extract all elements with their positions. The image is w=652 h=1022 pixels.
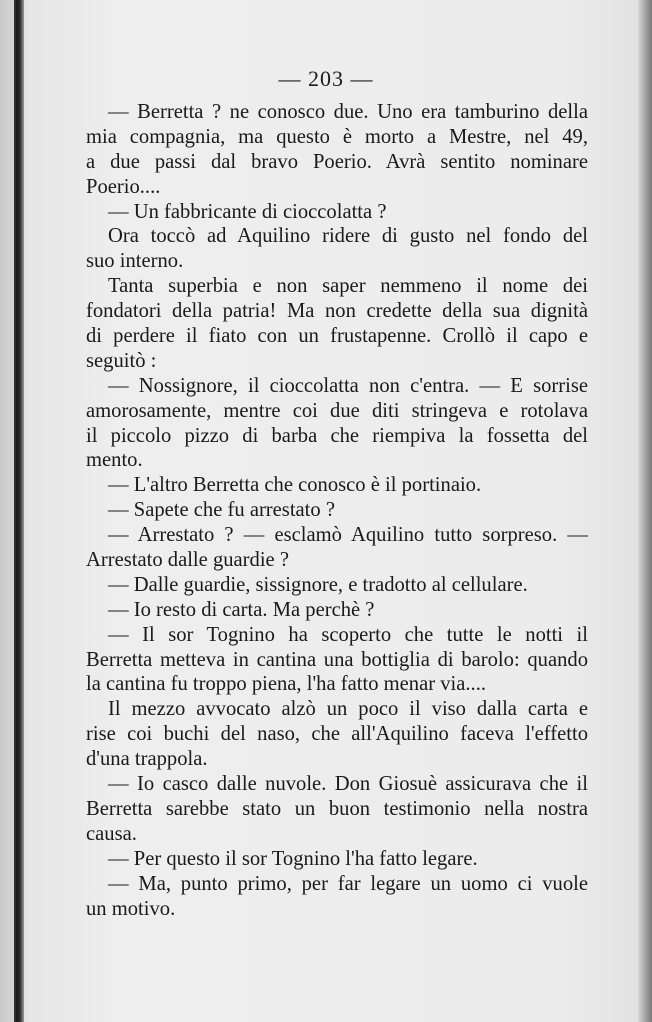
text-line: — Sapete che fu arrestato ?: [108, 499, 335, 522]
text-line: amorosamente, mentre coi due diti stringeva e rotolava: [86, 399, 588, 422]
text-line: causa.: [86, 822, 137, 845]
text-line: Il mezzo avvocato alzò un poco il viso dalla carta e: [108, 698, 588, 721]
text-line: — Un fabbricante di cioccolatta ?: [108, 200, 387, 223]
body-text: [86, 100, 588, 921]
text-line: — Berretta ? ne conosco due. Uno era tamburino della: [108, 101, 588, 123]
page-number: — 203 —: [278, 66, 374, 91]
text-line: Arrestato dalle guardie ?: [86, 549, 289, 572]
text-line: — Per questo il sor Tognino l'ha fatto legare.: [108, 847, 478, 870]
text-line: Berretta metteva in cantina una bottiglia di barolo: quando: [86, 648, 588, 671]
text-line: — Dalle guardie, sissignore, e tradotto al cellulare.: [108, 573, 528, 596]
text-line: rise coi buchi del naso, che all'Aquilino faceva l'effetto: [86, 723, 588, 746]
text-line: la cantina fu troppo piena, l'ha fatto menar via....: [86, 673, 486, 696]
text-line: il piccolo pizzo di barba che riempiva la fossetta del: [86, 424, 588, 447]
text-line: — L'altro Berretta che conosco è il portinaio.: [108, 474, 482, 497]
text-line: mento.: [86, 449, 143, 472]
text-line: di perdere il fiato con un frustapenne. Crollò il capo e: [86, 325, 588, 348]
text-line: Ora toccò ad Aquilino ridere di gusto nel fondo del: [108, 225, 588, 248]
book-spine-shadow: [14, 0, 24, 1022]
text-line: seguitò :: [86, 349, 157, 372]
text-line: fondatori della patria! Ma non credette della sua dignità: [86, 300, 588, 323]
text-line: un motivo.: [86, 897, 176, 920]
text-line: Berretta sarebbe stato un buon testimonio nella nostra: [86, 797, 588, 820]
text-line: — Io resto di carta. Ma perchè ?: [108, 598, 375, 621]
page-edge-shadow: [638, 0, 652, 1022]
text-line: — Arrestato ? — esclamò Aquilino tutto sorpreso. —: [108, 524, 588, 547]
text-line: d'una trappola.: [86, 748, 208, 771]
text-line: a due passi dal bravo Poerio. Avrà sentito nominare: [86, 150, 588, 173]
text-line: Tanta superbia e non saper nemmeno il nome dei: [108, 275, 588, 298]
text-line: mia compagnia, ma questo è morto a Mestre, nel 49,: [86, 125, 588, 148]
text-line: suo interno.: [86, 250, 184, 273]
text-line: Poerio....: [86, 175, 161, 198]
text-line: — Nossignore, il cioccolatta non c'entra. — E sorrise: [108, 374, 588, 397]
text-line: — Il sor Tognino ha scoperto che tutte le notti il: [108, 623, 588, 646]
text-line: — Ma, punto primo, per far legare un uomo ci vuole: [108, 872, 588, 895]
text-line: — Io casco dalle nuvole. Don Giosuè assicurava che il: [108, 773, 588, 796]
